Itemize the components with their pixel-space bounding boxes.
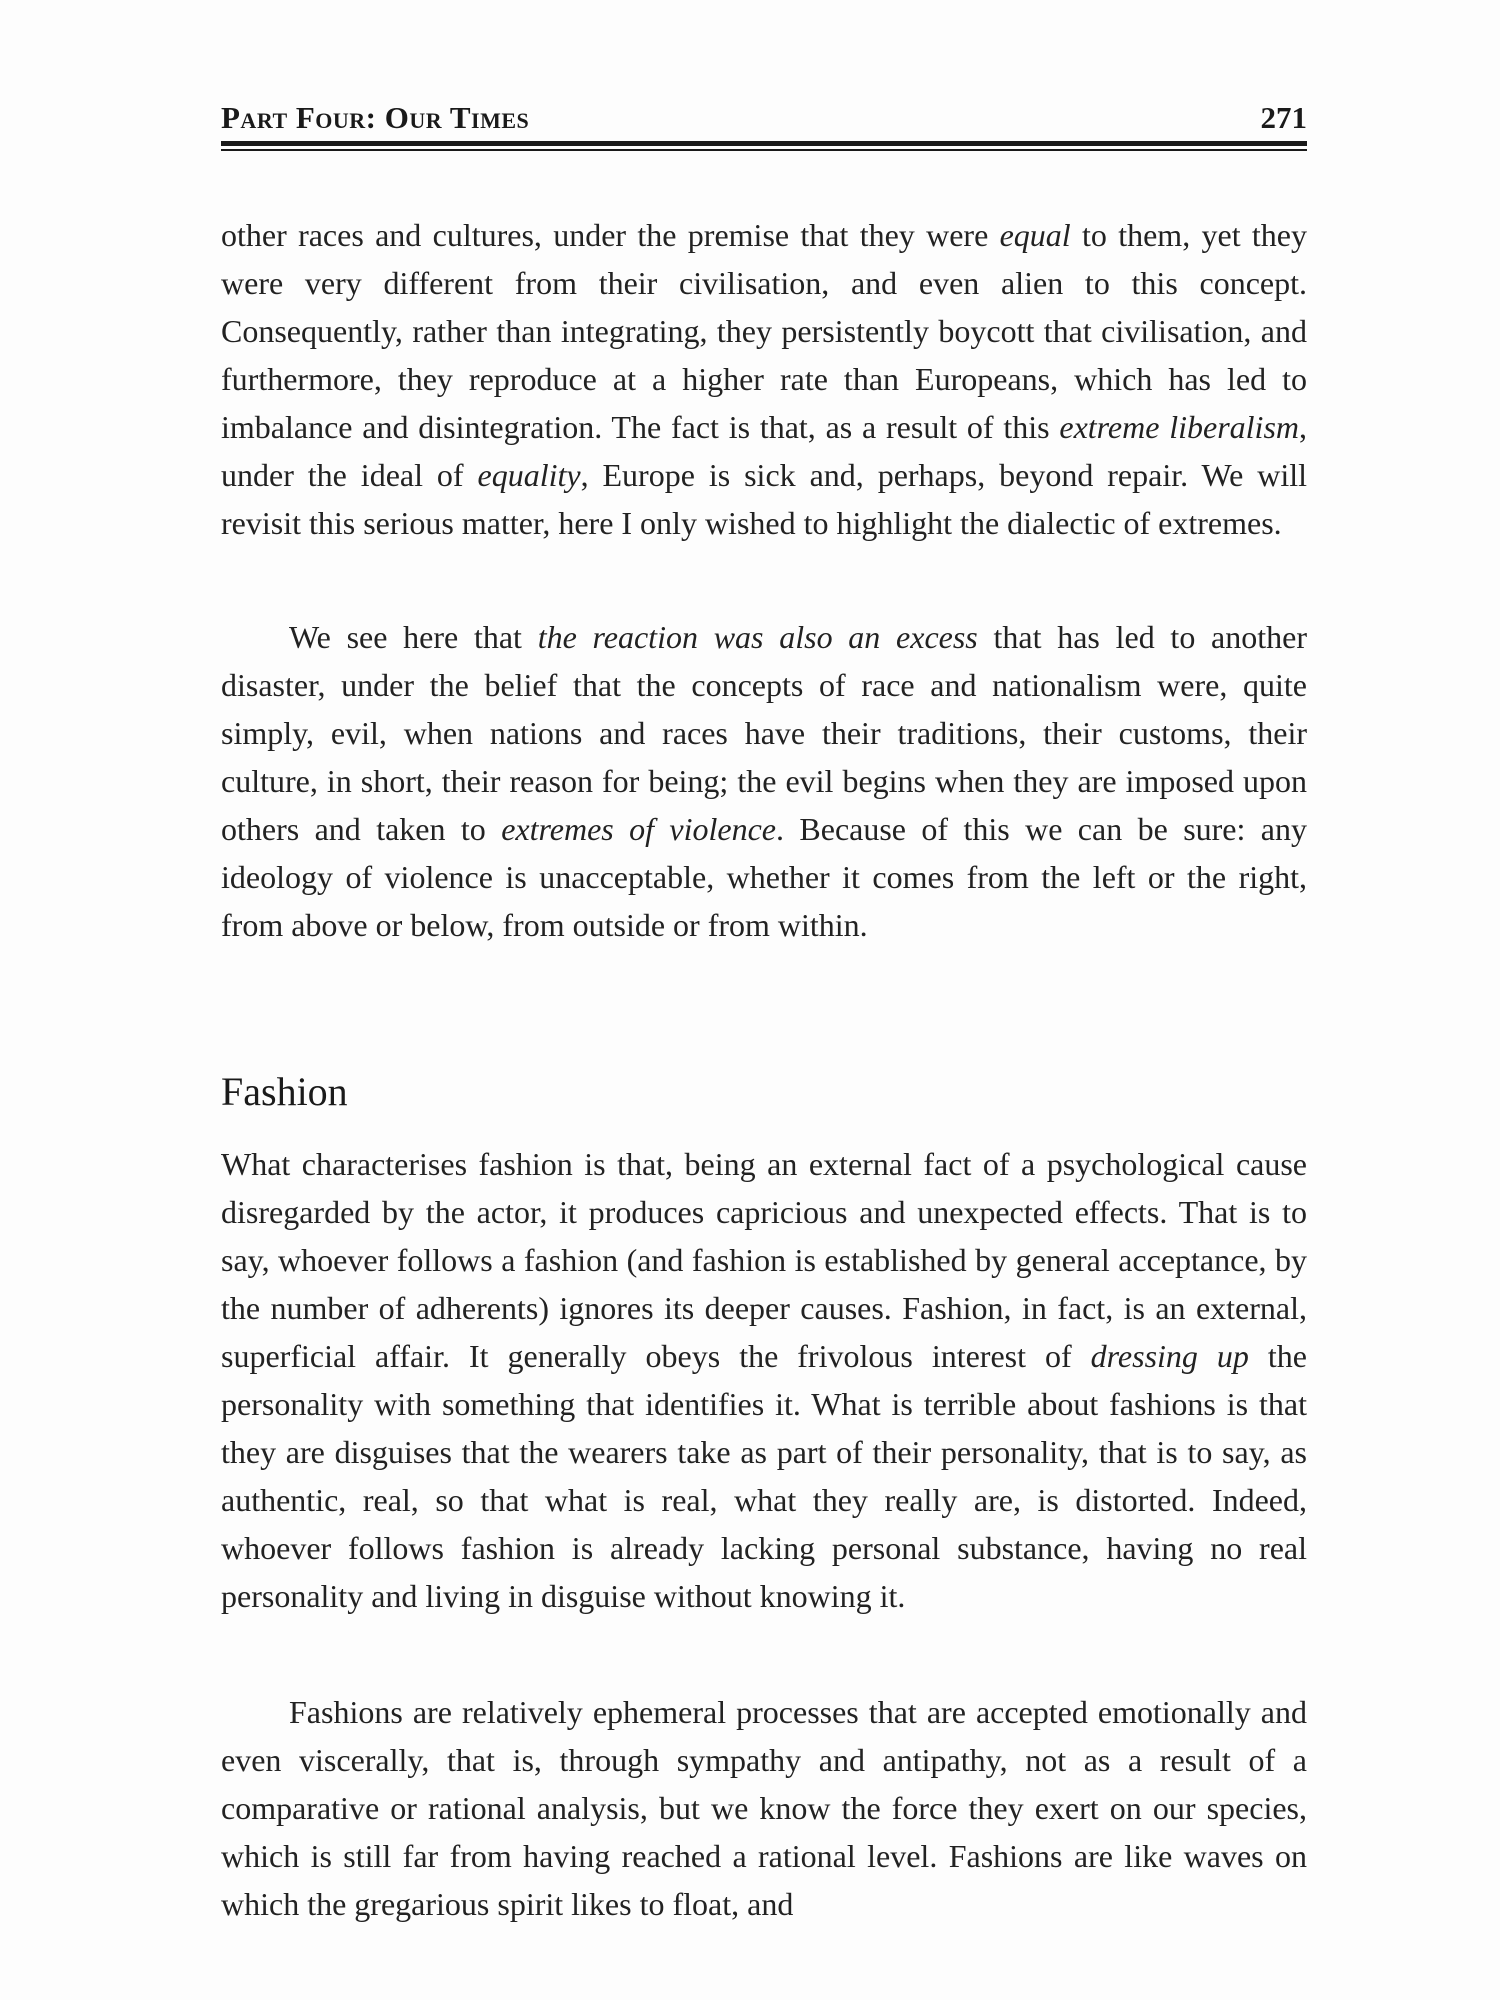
header-rule-thin xyxy=(221,149,1307,151)
page-header xyxy=(221,100,1307,134)
italic-segment: the reaction was also an excess xyxy=(537,619,978,655)
section-heading: Fashion xyxy=(221,1069,348,1114)
header-rule-thick xyxy=(221,141,1307,146)
text-segment: , Europe is sick and, perhaps, beyond repair. We will revisit this serious matter, here I only wished to highlight the dialectic of extremes. xyxy=(221,457,1308,541)
paragraph-2 xyxy=(221,613,1307,949)
paragraph-4 xyxy=(221,1688,1307,1928)
italic-segment: equality xyxy=(477,457,581,493)
text-segment: the personality with something that identifies it. What is terrible about fashions is that they are disguises that the wearers take as part of their personality, that is to say, as authentic, real, so that what is real, what they really are, is distorted. Indeed, whoever follows fashion is already lacking personal substance, having no real personality and living in disguise without knowing it. xyxy=(221,1338,1308,1614)
text-segment: other races and cultures, under the premise that they were xyxy=(221,217,1000,253)
paragraph-3 xyxy=(221,1140,1307,1620)
text-segment: . Because of this we can be sure: any ideology of violence is unacceptable, whether it comes from the left or the right, from above or below, from outside or from within. xyxy=(221,811,1308,943)
text-segment: to them, yet they were very different from their civilisation, and even alien to this concept. Consequently, rather than integrating, they persistently boycott that civilisation, and furthermore, they reproduce at a higher rate than Europeans, which has led to imbalance and disintegration. The fact is that, as a result of this xyxy=(221,217,1307,445)
text-segment: that has led to another disaster, under the belief that the concepts of race and nationalism were, quite simply, evil, when nations and races have their traditions, their customs, their culture, in short, their reason for being; the evil begins when they are imposed upon others and taken to xyxy=(221,619,1308,847)
text-segment: Fashions are relatively ephemeral processes that are accepted emotionally and even viscerally, that is, through sympathy and antipathy, not as a result of a comparative or rational analysis, but we know the force they exert on our species, which is still far from having reached a rational level. Fashions are like waves on which the gregarious spirit likes to float, and xyxy=(221,1694,1307,1922)
italic-segment: dressing up xyxy=(1090,1338,1249,1374)
italic-segment: extreme liberalism xyxy=(1059,409,1300,445)
italic-segment: extremes of violence xyxy=(501,811,776,847)
paragraph-1 xyxy=(221,211,1307,547)
text-segment: What characterises fashion is that, being an external fact of a psychological cause disregarded by the actor, it produces capricious and unexpected effects. That is to say, whoever follows a fashion (and fashion is established by general acceptance, by the number of adherents) ignores its deeper causes. Fashion, in fact, is an external, superficial affair. It generally obeys the frivolous interest of xyxy=(221,1146,1307,1374)
running-head: Part Four: Our Times xyxy=(221,100,530,135)
italic-segment: equal xyxy=(999,217,1071,253)
text-segment: , under the ideal of xyxy=(221,409,1308,493)
text-segment: We see here that xyxy=(289,619,538,655)
page-number: 271 xyxy=(1260,100,1307,135)
